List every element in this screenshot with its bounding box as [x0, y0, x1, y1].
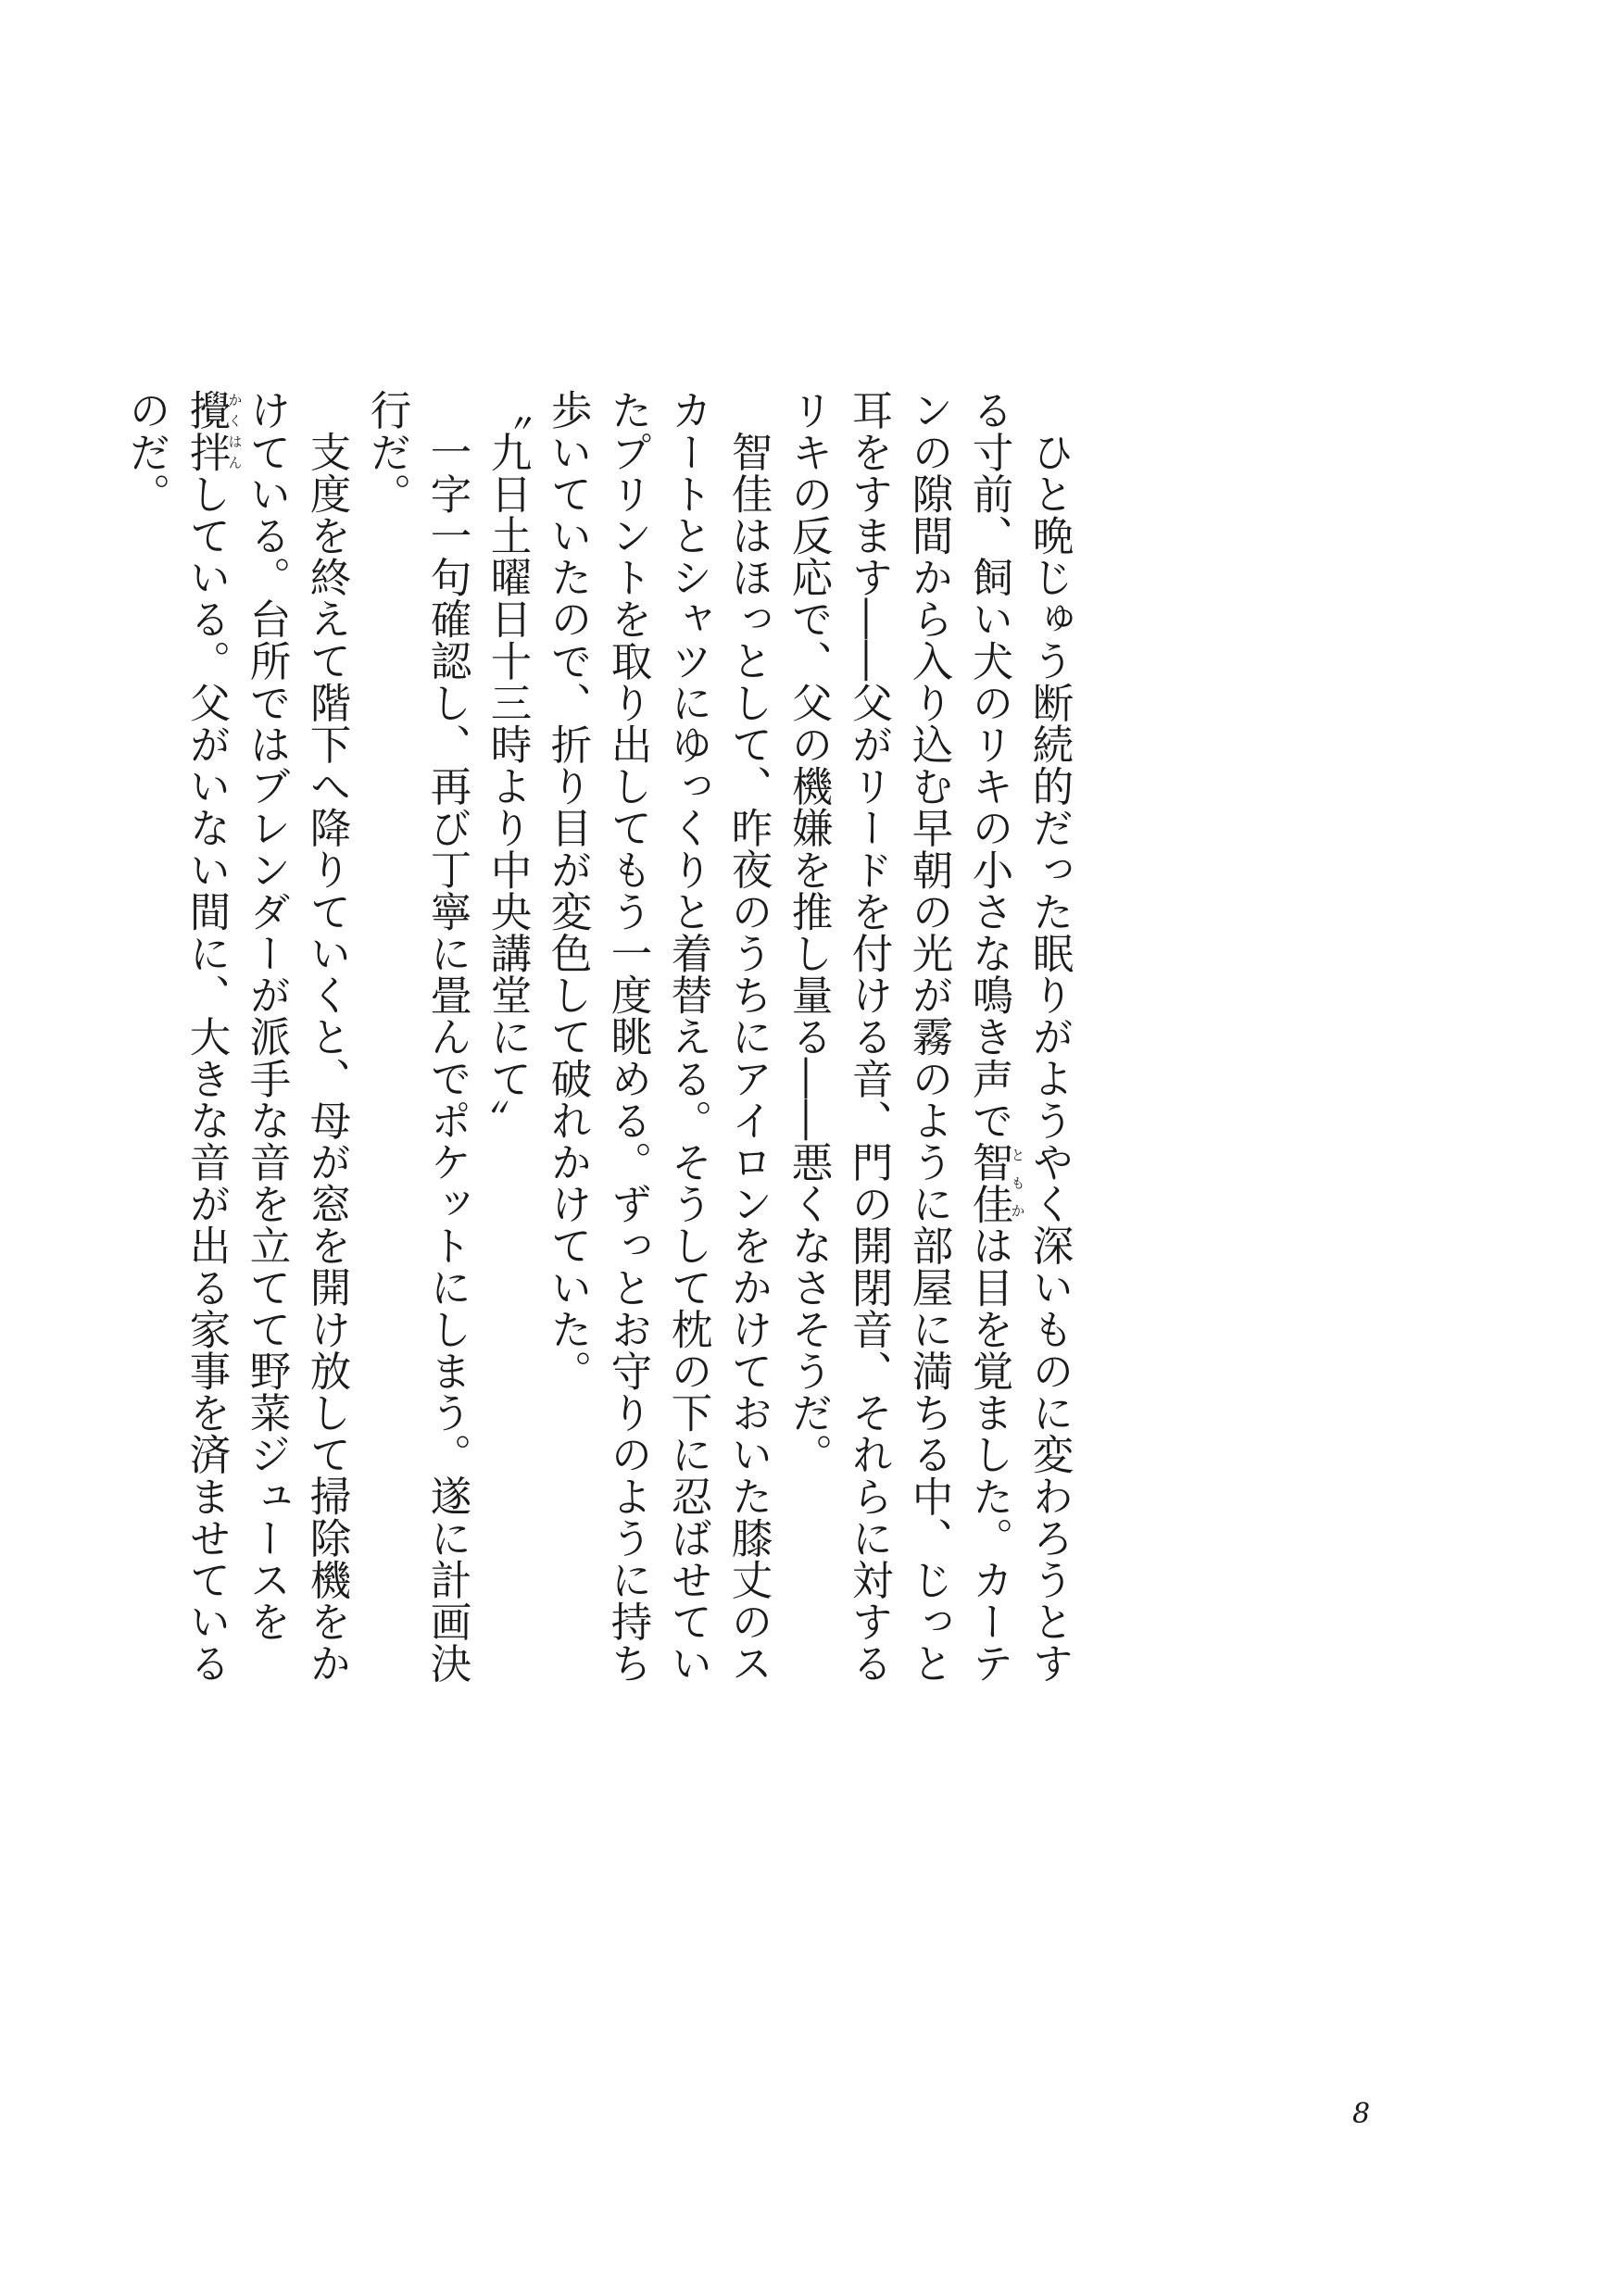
paragraph-4: 一字一句確認し、再び丁寧に畳んでポケットにしまう。遂に計画決行だ。 [363, 389, 471, 1684]
ruby-kakuhan-base: 攪拌 [182, 389, 230, 473]
paragraph-1-part-b: は目を覚ました。カーテンの隙間から入り込む早朝の光が霧のように部屋に満ちる中、じっと耳をすます――父がリードを付ける音、門の開閉音、それらに対するリキの反応で、父の機嫌を推し量る――悪くなさそうだ。 [785, 389, 1012, 1685]
paragraph-1 [778, 389, 1079, 1704]
page-number: 8 [1352, 2098, 1371, 2130]
paragraph-2: 智佳はほっとして、昨夜のうちにアイロンをかけておいた膝丈のスカートとシャツにゆっくりと着替える。そうして枕の下に忍ばせていたプリントを取り出してもう一度眺める。ずっとお守りのように持ち歩いていたので、折り目が変色して破れかけていた。 [544, 389, 772, 1685]
paragraph-5-part-a: 支度を終えて階下へ降りていくと、母が窓を開け放して掃除機をかけている。台所ではブレンダーが派手な音を立てて野菜ジュースを [243, 389, 350, 1684]
paragraph-1-part-a: ひと晩じゅう断続的だった眠りがようやく深いものに変わろうとする寸前、飼い犬のリキの小さな鳴き声で [965, 389, 1073, 1684]
paragraph-3-quote: 〝九日土曜日十三時より中央講堂にて〟 [484, 389, 531, 1141]
paragraph-5 [116, 389, 357, 1704]
ruby-kakuhan [182, 389, 244, 473]
ruby-tomoka-base: 智佳 [965, 1140, 1012, 1225]
ruby-kakuhan-reading: かくはん [226, 389, 244, 473]
ruby-tomoka [965, 1140, 1026, 1225]
ruby-tomoka-reading: ともか [1009, 1140, 1026, 1225]
paragraph-5-part-b: している。父がいない間に、大きな音が出る家事を済ませているのだ。 [122, 389, 230, 1685]
vertical-text-body [116, 389, 1079, 1704]
